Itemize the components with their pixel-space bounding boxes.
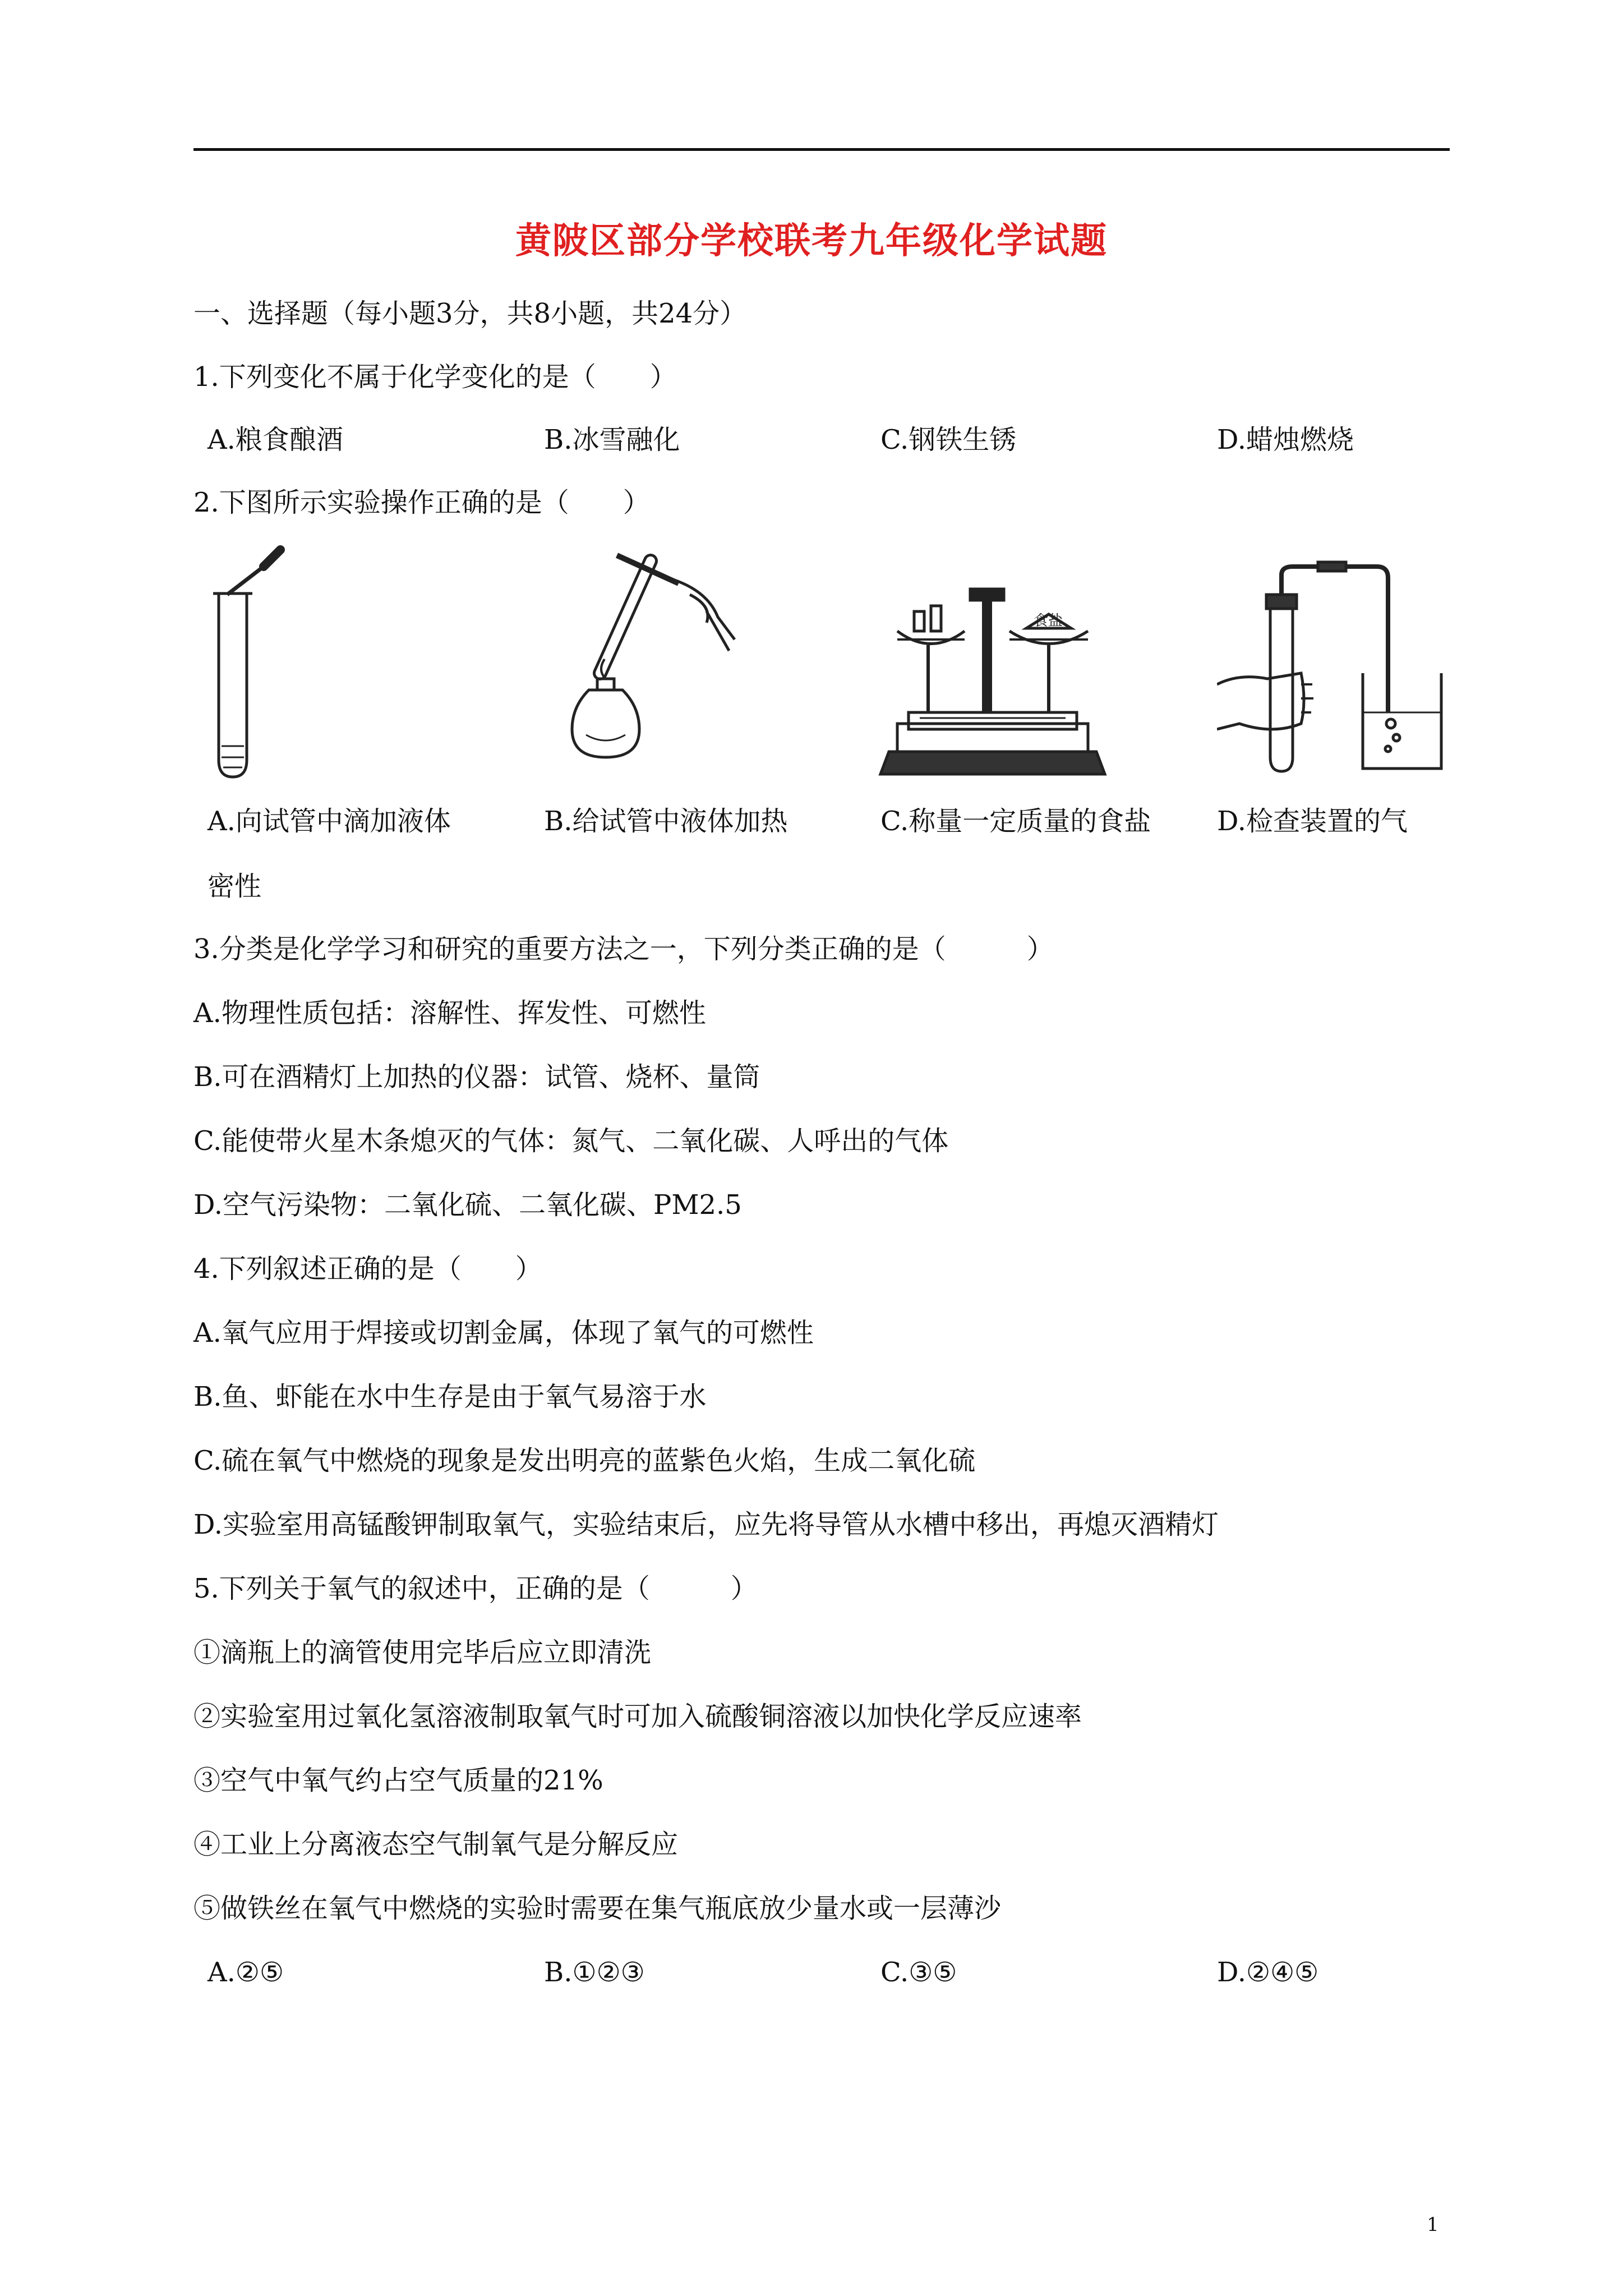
q5-statement-3: ③空气中氧气约占空气质量的21%: [193, 1765, 603, 1796]
q2-option-d-continuation: 密性: [208, 871, 262, 902]
q5-option-d: D.②④⑤: [1217, 1957, 1319, 1988]
q5-statement-1: ①滴瓶上的滴管使用完毕后应立即清洗: [193, 1637, 652, 1668]
q2-stem: 2.下图所示实验操作正确的是（ ）: [193, 487, 650, 518]
q5-option-c: C.③⑤: [880, 1957, 957, 1988]
q5-statement-4: ④工业上分离液态空气制氧气是分解反应: [193, 1829, 679, 1860]
q5-option-b: B.①②③: [544, 1957, 645, 1988]
balance-salt-label: 食盐: [1034, 613, 1063, 629]
q1-option-d: D.蜡烛燃烧: [1217, 424, 1354, 455]
q3-option-c: C.能使带火星木条熄灭的气体：氮气、二氧化碳、人呼出的气体: [193, 1125, 949, 1157]
q4-stem: 4.下列叙述正确的是（ ）: [193, 1253, 542, 1285]
q5-statement-5: ⑤做铁丝在氧气中燃烧的实验时需要在集气瓶底放少量水或一层薄沙: [193, 1893, 1002, 1924]
q2-option-c: C.称量一定质量的食盐: [880, 806, 1151, 837]
q1-option-c: C.钢铁生锈: [880, 424, 1017, 455]
q4-option-b: B.鱼、虾能在水中生存是由于氧气易溶于水: [193, 1381, 707, 1412]
q3-stem: 3.分类是化学学习和研究的重要方法之一，下列分类正确的是（ ）: [193, 933, 1054, 965]
q4-option-c: C.硫在氧气中燃烧的现象是发出明亮的蓝紫色火焰，生成二氧化硫: [193, 1445, 976, 1476]
q5-stem: 5.下列关于氧气的叙述中，正确的是（ ）: [193, 1573, 758, 1604]
exam-title: 黄陂区部分学校联考九年级化学试题: [515, 220, 1108, 262]
q4-option-d: D.实验室用高锰酸钾制取氧气，实验结束后，应先将导管从水槽中移出，再熄灭酒精灯: [193, 1509, 1219, 1540]
heating-test-tube-figure: [538, 544, 751, 785]
q1-option-a: A.粮食酿酒: [208, 424, 343, 455]
header-rule: [193, 148, 1450, 151]
q1-option-b: B.冰雪融化: [544, 424, 680, 455]
balance-figure: [875, 544, 1110, 785]
q3-option-d: D.空气污染物：二氧化硫、二氧化碳、PM2.5: [193, 1189, 742, 1221]
q3-option-a: A.物理性质包括：溶解性、挥发性、可燃性: [193, 997, 706, 1029]
q3-option-b: B.可在酒精灯上加热的仪器：试管、烧杯、量筒: [193, 1061, 760, 1093]
q5-option-a: A.②⑤: [208, 1957, 284, 1988]
q2-option-b: B.给试管中液体加热: [544, 806, 788, 837]
q5-statement-2: ②实验室用过氧化氢溶液制取氧气时可加入硫酸铜溶液以加快化学反应速率: [193, 1701, 1082, 1732]
q2-option-a: A.向试管中滴加液体: [208, 806, 451, 837]
q1-stem: 1.下列变化不属于化学变化的是（ ）: [193, 361, 677, 393]
dropper-test-tube-figure: [196, 544, 325, 785]
q4-option-a: A.氧气应用于焊接或切割金属，体现了氧气的可燃性: [193, 1317, 814, 1349]
section-heading: 一、选择题（每小题3分，共8小题，共24分）: [193, 298, 747, 329]
page-number: 1: [1427, 2214, 1439, 2236]
airtightness-figure: [1217, 544, 1453, 785]
q2-option-d: D.检查装置的气: [1217, 806, 1408, 837]
